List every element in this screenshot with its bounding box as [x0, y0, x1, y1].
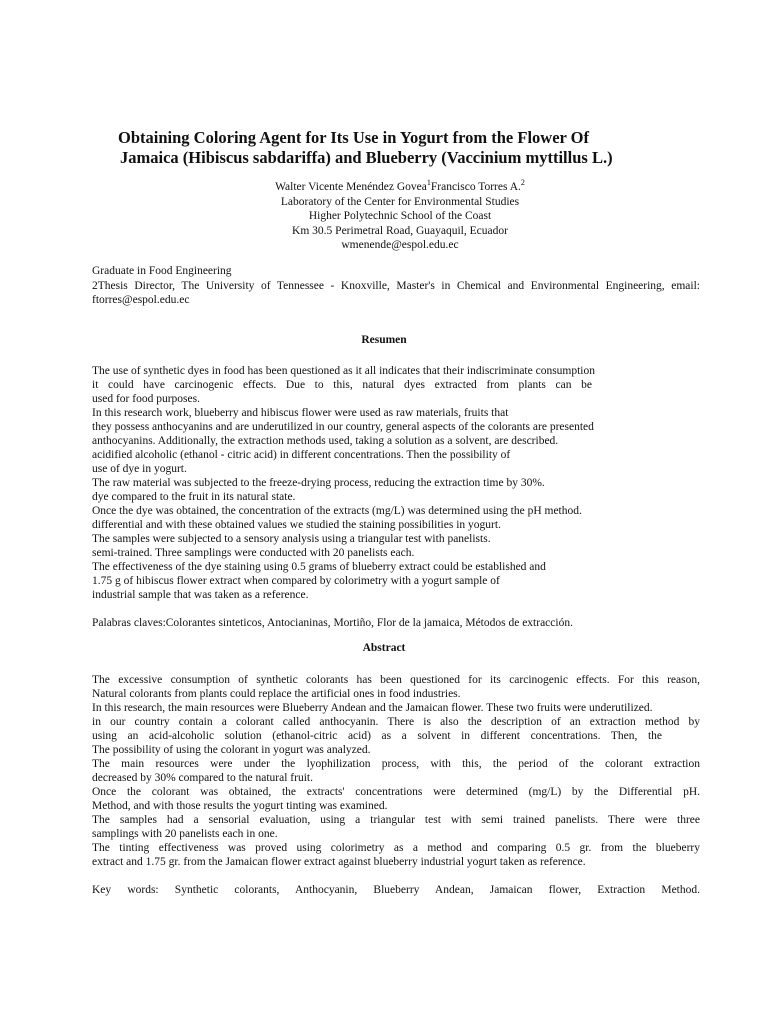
abstract-line: decreased by 30% compared to the natural fruit.: [92, 772, 313, 784]
author-2: Francisco Torres A.: [430, 181, 521, 193]
resumen-line: industrial sample that was taken as a reference.: [92, 589, 309, 601]
abstract-body: [92, 673, 700, 869]
abstract-line: Method, and with those results the yogurt tinting was examined.: [92, 800, 388, 812]
affiliation-line-1: Graduate in Food Engineering: [92, 265, 232, 277]
resumen-line: anthocyanins. Additionally, the extraction methods used, taking a solution as a solvent, are described.: [92, 435, 559, 447]
resumen-line: The samples were subjected to a sensory analysis using a triangular test with panelists.: [92, 533, 491, 545]
title-line-1: Obtaining Coloring Agent for Its Use in Yogurt from the Flower Of: [118, 128, 589, 147]
abstract-line: Once the colorant was obtained, the extracts' concentrations were determined (mg/L) by the Differential pH.: [92, 786, 700, 798]
abstract-line: The possibility of using the colorant in yogurt was analyzed.: [92, 744, 371, 756]
author-affiliation-line: Higher Polytechnic School of the Coast: [308, 210, 492, 222]
abstract-line: extract and 1.75 gr. from the Jamaican flower extract against blueberry industrial yogurt taken as reference.: [92, 856, 586, 868]
author-1: Walter Vicente Menéndez Govea: [275, 181, 427, 193]
author-1-sup: 1: [426, 178, 431, 188]
author-affiliation-line: Km 30.5 Perimetral Road, Guayaquil, Ecuador: [292, 224, 508, 237]
resumen-line: differential and with these obtained values we studied the staining possibilities in yogurt.: [92, 519, 501, 531]
abstract-line: using an acid-alcoholic solution (ethanol-citric acid) as a solvent in different concentrations. Then, the: [92, 730, 662, 742]
resumen-line: used for food purposes.: [92, 393, 200, 405]
abstract-line: In this research, the main resources were Blueberry Andean and the Jamaican flower. These two fruits were underutilized.: [92, 702, 653, 714]
resumen-line: The raw material was subjected to the freeze-drying process, reducing the extraction time by 30%.: [92, 477, 545, 489]
abstract-line: The main resources were under the lyophilization process, with this, the period of the colorant extraction: [92, 758, 700, 770]
abstract-heading: Abstract: [362, 642, 406, 654]
abstract-keywords: [92, 883, 700, 897]
abstract-line: The samples had a sensorial evaluation, using a triangular test with semi trained panelists. There were three: [92, 814, 700, 826]
abstract-line: The excessive consumption of synthetic colorants has been questioned for its carcinogenic effects. For this reason,: [92, 674, 700, 686]
resumen-line: acidified alcoholic (ethanol - citric acid) in different concentrations. Then the possibility of: [92, 449, 511, 461]
author-block: [200, 180, 600, 253]
paper-title: [118, 128, 678, 168]
palabras-claves: Palabras claves:Colorantes sinteticos, Antocianinas, Mortiño, Flor de la jamaica, Métodos de extracción.: [92, 617, 573, 629]
resumen-keywords: [92, 616, 700, 630]
resumen-line: use of dye in yogurt.: [92, 463, 187, 475]
resumen-heading: Resumen: [361, 334, 407, 346]
key-words: Key words: Synthetic colorants, Anthocyanin, Blueberry Andean, Jamaican flower, Extraction Method.: [92, 884, 700, 896]
resumen-line: The effectiveness of the dye staining using 0.5 grams of blueberry extract could be established and: [92, 561, 546, 573]
resumen-line: they possess anthocyanins and are underutilized in our country, general aspects of the colorants are presented: [92, 421, 594, 433]
resumen-line: semi-trained. Three samplings were conducted with 20 panelists each.: [92, 547, 415, 559]
affiliation-line-2: 2Thesis Director, The University of Tennessee - Knoxville, Master's in Chemical and Environmental Engineering, email:: [92, 279, 700, 292]
abstract-line: in our country contain a colorant called anthocyanin. There is also the description of an extraction method by: [92, 716, 700, 728]
resumen-line: The use of synthetic dyes in food has been questioned as it all indicates that their indiscriminate consumption: [92, 365, 596, 377]
author-affiliation-line: Laboratory of the Center for Environmental Studies: [280, 195, 520, 208]
author-names: [200, 180, 600, 195]
footnote-affiliations: [92, 264, 700, 308]
author-email: wmenende@espol.edu.ec: [341, 239, 459, 251]
author-2-sup: 2: [520, 178, 525, 188]
resumen-line: dye compared to the fruit in its natural state.: [92, 491, 296, 503]
abstract-line: Natural colorants from plants could replace the artificial ones in food industries.: [92, 688, 461, 700]
resumen-line: Once the dye was obtained, the concentration of the extracts (mg/L) was determined using the pH method.: [92, 505, 582, 517]
title-line-2: Jamaica (Hibiscus sabdariffa) and Blueberry (Vaccinium myttillus L.): [120, 148, 613, 167]
resumen-body: [92, 364, 700, 602]
resumen-line: 1.75 g of hibiscus flower extract when compared by colorimetry with a yogurt sample of: [92, 575, 500, 587]
resumen-line: In this research work, blueberry and hibiscus flower were used as raw materials, fruits that: [92, 407, 509, 419]
affiliation-line-3: ftorres@espol.edu.ec: [92, 294, 190, 306]
abstract-line: The tinting effectiveness was proved using colorimetry as a method and comparing 0.5 gr. from the blueberry: [92, 842, 700, 854]
resumen-line: it could have carcinogenic effects. Due to this, natural dyes extracted from plants can be: [92, 379, 592, 391]
abstract-line: samplings with 20 panelists each in one.: [92, 828, 278, 840]
